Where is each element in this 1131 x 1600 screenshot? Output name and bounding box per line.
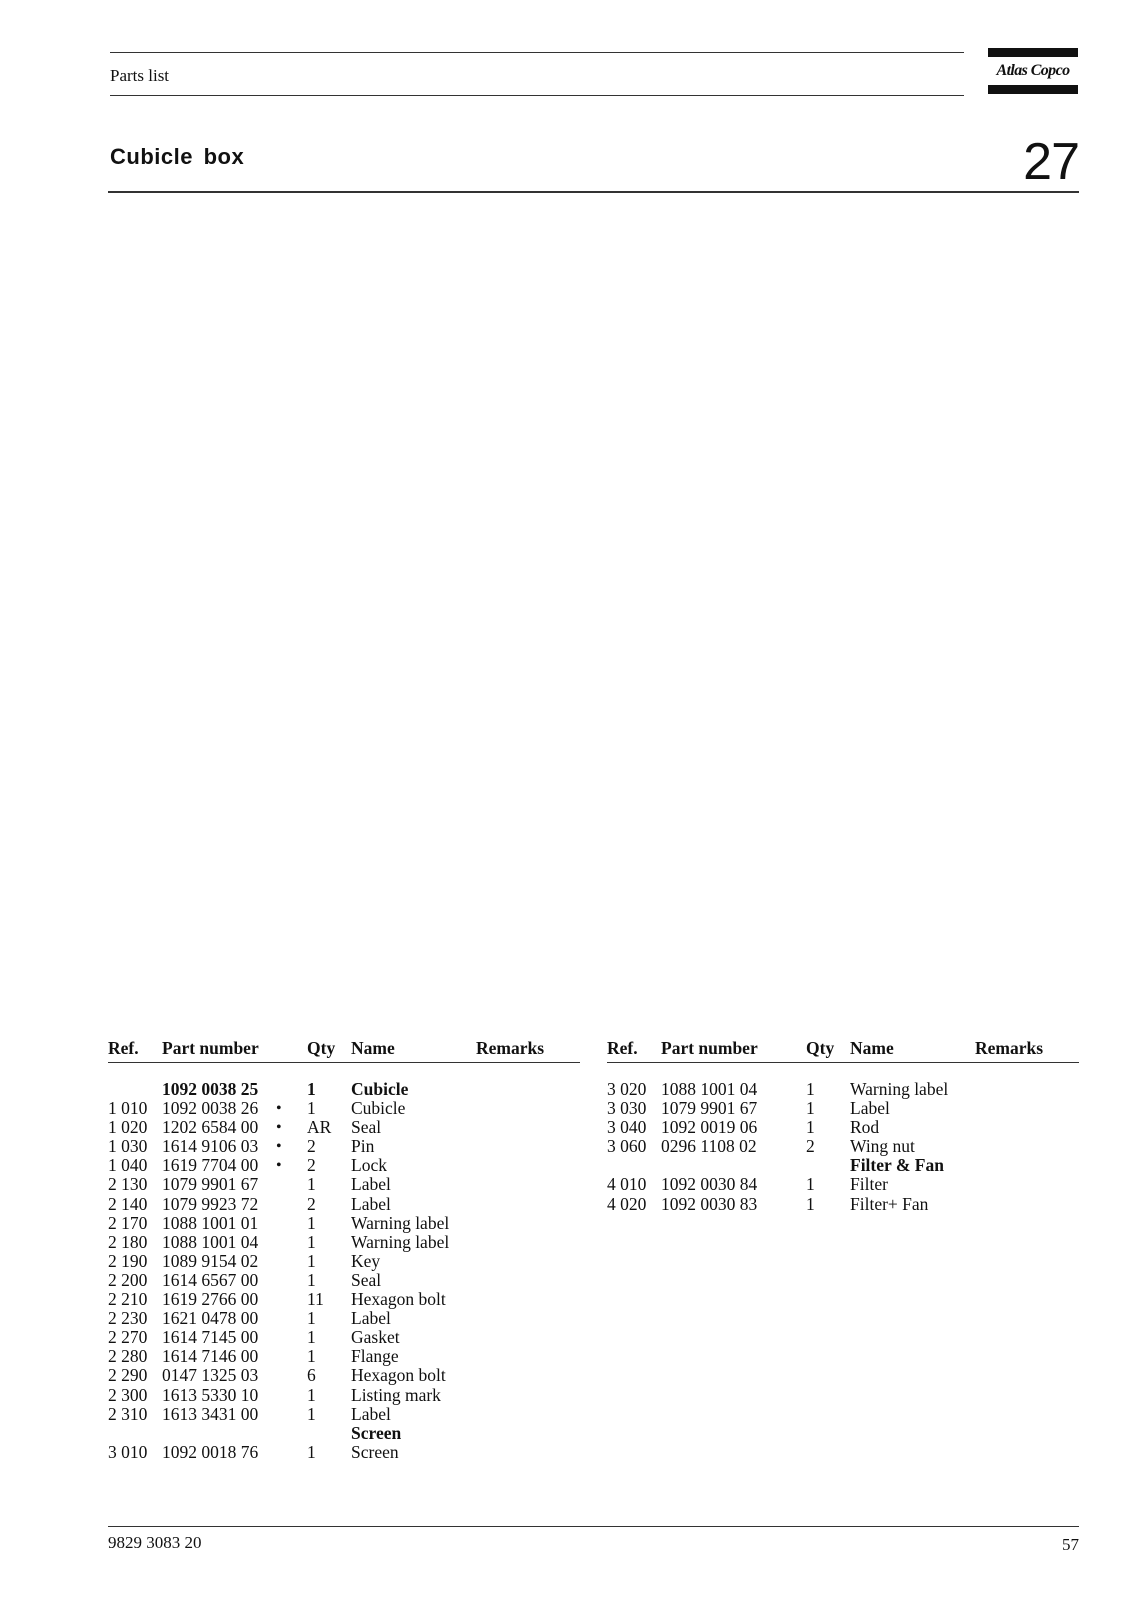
cell-qty: 1 xyxy=(307,1174,316,1195)
cell-ref: 1 010 xyxy=(108,1098,148,1119)
header-top-rule xyxy=(110,52,964,53)
table-header-rule xyxy=(607,1062,1079,1063)
cell-qty: 1 xyxy=(307,1250,316,1271)
cell-ref: 2 200 xyxy=(108,1269,148,1290)
cell-qty: 2 xyxy=(307,1193,316,1214)
cell-part-number: 1079 9901 67 xyxy=(162,1174,259,1195)
atlas-copco-logo xyxy=(988,48,1078,94)
cell-name: Listing mark xyxy=(351,1384,441,1405)
cell-qty: AR xyxy=(307,1117,332,1138)
cell-part-number: 1619 2766 00 xyxy=(162,1289,259,1310)
cell-qty: 1 xyxy=(307,1384,316,1405)
cell-name: Seal xyxy=(351,1269,382,1290)
cell-part-number: 0147 1325 03 xyxy=(162,1365,259,1386)
cell-part-number: 1092 0019 06 xyxy=(661,1117,758,1138)
section-title: Cubicle box xyxy=(110,144,245,169)
header-name: Name xyxy=(351,1038,395,1058)
cell-name: Cubicle xyxy=(351,1079,409,1099)
parts-table-left xyxy=(108,1038,580,1462)
table-header xyxy=(607,1038,1079,1062)
cell-qty: 1 xyxy=(806,1174,815,1195)
cell-part-number: 1079 9901 67 xyxy=(661,1098,758,1119)
cell-qty: 1 xyxy=(806,1117,815,1138)
cell-name: Hexagon bolt xyxy=(351,1289,446,1310)
footer-page-number: 57 xyxy=(1062,1535,1079,1554)
cell-part-number: 1613 5330 10 xyxy=(162,1384,259,1405)
cell-part-number: 1092 0030 84 xyxy=(661,1174,758,1195)
footer-doc-number: 9829 3083 20 xyxy=(108,1533,202,1552)
cell-marker: • xyxy=(276,1138,282,1156)
cell-marker: • xyxy=(276,1119,282,1137)
table-header-rule xyxy=(108,1062,580,1063)
cell-name: Key xyxy=(351,1250,381,1271)
header-qty: Qty xyxy=(307,1038,336,1058)
logo-bottom-bar xyxy=(988,85,1078,94)
cell-part-number: 1092 0018 76 xyxy=(162,1441,259,1462)
cell-part-number: 1619 7704 00 xyxy=(162,1155,259,1176)
cell-part-number: 1613 3431 00 xyxy=(162,1403,259,1424)
header-ref: Ref. xyxy=(108,1038,139,1058)
cell-name: Gasket xyxy=(351,1327,400,1348)
header-part-number: Part number xyxy=(661,1038,758,1058)
cell-qty: 1 xyxy=(307,1269,316,1290)
cell-name: Filter & Fan xyxy=(850,1155,944,1176)
cell-qty: 1 xyxy=(307,1441,316,1462)
parts-table-right xyxy=(607,1038,1079,1214)
logo-top-bar xyxy=(988,48,1078,57)
cell-part-number: 1202 6584 00 xyxy=(162,1117,259,1138)
cell-part-number: 1092 0038 26 xyxy=(162,1098,259,1119)
cell-ref: 2 300 xyxy=(108,1384,148,1405)
cell-qty: 1 xyxy=(806,1098,815,1119)
cell-qty: 1 xyxy=(307,1327,316,1348)
cell-qty: 1 xyxy=(307,1346,316,1367)
cell-qty: 1 xyxy=(307,1212,316,1233)
cell-ref: 2 180 xyxy=(108,1231,148,1252)
cell-marker: • xyxy=(276,1100,282,1118)
cell-name: Cubicle xyxy=(351,1098,406,1119)
cell-name: Label xyxy=(351,1308,391,1329)
cell-qty: 1 xyxy=(307,1231,316,1252)
cell-ref: 3 040 xyxy=(607,1117,647,1138)
cell-name: Lock xyxy=(351,1155,387,1176)
cell-part-number: 1614 7145 00 xyxy=(162,1327,259,1348)
cell-name: Rod xyxy=(850,1117,880,1138)
header-qty: Qty xyxy=(806,1038,835,1058)
cell-part-number: 1088 1001 04 xyxy=(661,1079,758,1099)
section-title-rule xyxy=(108,191,1079,193)
cell-part-number: 1092 0038 25 xyxy=(162,1079,259,1099)
cell-name: Hexagon bolt xyxy=(351,1365,446,1386)
cell-name: Filter xyxy=(850,1174,888,1195)
cell-ref: 3 010 xyxy=(108,1441,148,1462)
cell-ref: 2 270 xyxy=(108,1327,148,1348)
cell-ref: 3 060 xyxy=(607,1136,647,1157)
cell-name: Warning label xyxy=(850,1079,949,1099)
cell-ref: 1 030 xyxy=(108,1136,148,1157)
cell-ref: 3 020 xyxy=(607,1079,647,1099)
cell-name: Screen xyxy=(351,1422,402,1443)
cell-qty: 6 xyxy=(307,1365,316,1386)
cell-ref: 2 290 xyxy=(108,1365,148,1386)
cell-name: Warning label xyxy=(351,1231,450,1252)
cell-qty: 1 xyxy=(307,1308,316,1329)
cell-part-number: 1092 0030 83 xyxy=(661,1193,758,1214)
cell-ref: 2 130 xyxy=(108,1174,148,1195)
cell-qty: 1 xyxy=(307,1079,316,1099)
cell-ref: 2 190 xyxy=(108,1250,148,1271)
header-ref: Ref. xyxy=(607,1038,638,1058)
cell-part-number: 1614 7146 00 xyxy=(162,1346,259,1367)
cell-ref: 4 020 xyxy=(607,1193,647,1214)
cell-qty: 1 xyxy=(806,1079,815,1099)
table-header xyxy=(108,1038,580,1062)
cell-name: Wing nut xyxy=(850,1136,915,1157)
cell-name: Label xyxy=(351,1403,391,1424)
logo-text: Atlas Copco xyxy=(996,62,1070,79)
cell-ref: 2 310 xyxy=(108,1403,148,1424)
cell-qty: 2 xyxy=(806,1136,815,1157)
cell-name: Label xyxy=(351,1193,391,1214)
cell-ref: 2 170 xyxy=(108,1212,148,1233)
cell-name: Label xyxy=(850,1098,890,1119)
cell-ref: 2 280 xyxy=(108,1346,148,1367)
cell-ref: 2 140 xyxy=(108,1193,148,1214)
cell-part-number: 1079 9923 72 xyxy=(162,1193,259,1214)
cell-marker: • xyxy=(276,1157,282,1175)
cell-name: Flange xyxy=(351,1346,399,1367)
cell-ref: 1 020 xyxy=(108,1117,148,1138)
cell-qty: 2 xyxy=(307,1136,316,1157)
cell-ref: 2 230 xyxy=(108,1308,148,1329)
cell-ref: 3 030 xyxy=(607,1098,647,1119)
cell-name: Filter+ Fan xyxy=(850,1193,929,1214)
cell-part-number: 0296 1108 02 xyxy=(661,1136,757,1157)
cell-qty: 11 xyxy=(307,1289,324,1310)
header-name: Name xyxy=(850,1038,894,1058)
cell-name: Pin xyxy=(351,1136,375,1157)
section-number: 27 xyxy=(1023,133,1079,191)
header-bottom-rule xyxy=(110,95,964,96)
cell-part-number: 1614 9106 03 xyxy=(162,1136,259,1157)
cell-qty: 1 xyxy=(806,1193,815,1214)
cell-part-number: 1088 1001 01 xyxy=(162,1212,259,1233)
footer-rule xyxy=(108,1526,1079,1527)
cell-name: Label xyxy=(351,1174,391,1195)
cell-part-number: 1089 9154 02 xyxy=(162,1250,259,1271)
cell-name: Warning label xyxy=(351,1212,450,1233)
cell-ref: 4 010 xyxy=(607,1174,647,1195)
cell-name: Seal xyxy=(351,1117,382,1138)
cell-name: Screen xyxy=(351,1441,399,1462)
cell-part-number: 1614 6567 00 xyxy=(162,1269,259,1290)
header-label: Parts list xyxy=(110,66,170,85)
cell-qty: 1 xyxy=(307,1403,316,1424)
cell-qty: 1 xyxy=(307,1098,316,1119)
header-remarks: Remarks xyxy=(975,1038,1044,1058)
cell-ref: 2 210 xyxy=(108,1289,148,1310)
cell-qty: 2 xyxy=(307,1155,316,1176)
header-remarks: Remarks xyxy=(476,1038,545,1058)
cell-part-number: 1621 0478 00 xyxy=(162,1308,259,1329)
cell-ref: 1 040 xyxy=(108,1155,148,1176)
cell-part-number: 1088 1001 04 xyxy=(162,1231,259,1252)
header-part-number: Part number xyxy=(162,1038,259,1058)
